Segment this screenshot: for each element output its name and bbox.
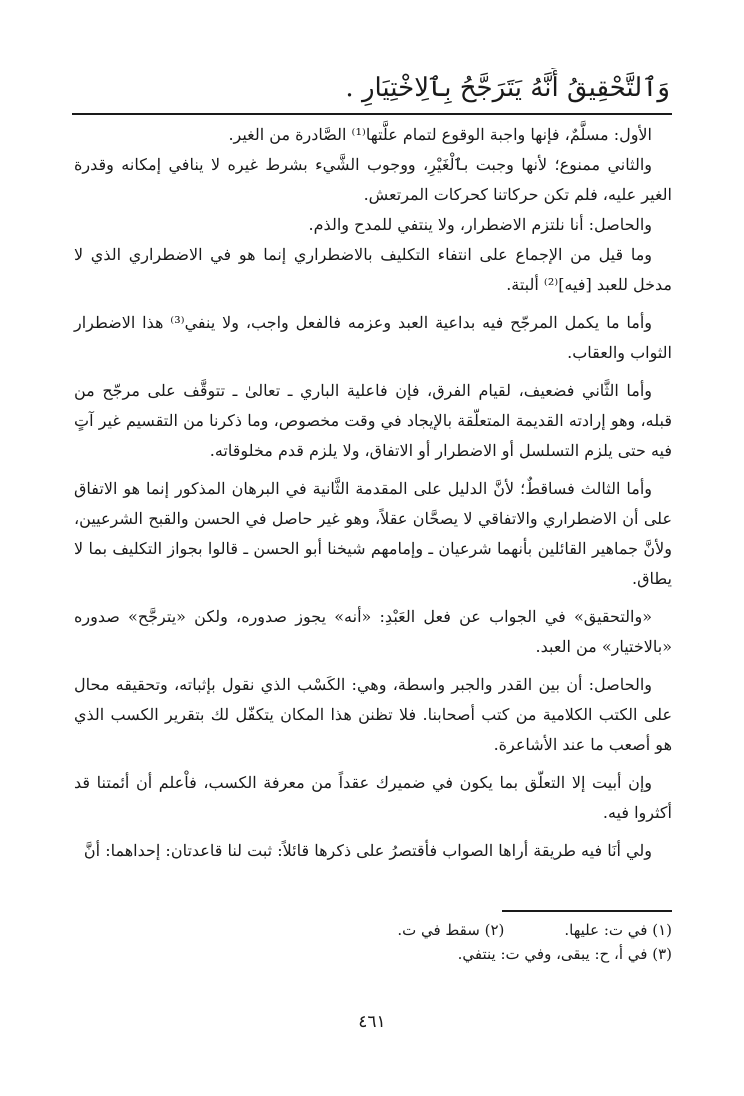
paragraph-2: والثاني ممنوع؛ لأنها وجبت بٱلْغَيْرِ، ووجوب الشَّيء بشرط غيره لا ينافي إمكانه وقدرة الغير عليه، فلم تكن حركاتنا كحركات المرتعش. bbox=[74, 155, 672, 204]
paragraph-3: والحاصل: أنا نلتزم الاضطرار، ولا ينتفي للمدح والذم. bbox=[308, 215, 652, 234]
page-number: ٤٦١ bbox=[358, 1012, 386, 1032]
paragraph-1: الأول: مسلَّمٌ، فإنها واجبة الوقوع لتمام علَّتها⁽¹⁾ الصَّادرة من الغير. bbox=[228, 125, 652, 144]
footnotes bbox=[74, 918, 672, 966]
paragraph-5: وأما ما يكمل المرجّح فيه بداعية العبد وعزمه فالفعل واجب، ولا ينفي⁽³⁾ هذا الاضطرار الثواب والعقاب. bbox=[74, 313, 672, 362]
header-rule bbox=[72, 113, 672, 115]
footnote-3: (٣) في أ، ح: يبقى، وفي ت: ينتفي. bbox=[457, 945, 672, 963]
footnote-1: (١) في ت: عليها. bbox=[564, 921, 672, 939]
running-header: وَٱلتَّحْقِيقُ أَنَّهُ يَتَرَجَّحُ بِٱلِاخْتِيَارِ . bbox=[345, 73, 670, 103]
main-text bbox=[74, 120, 672, 874]
paragraph-4: وما قيل من الإجماع على انتفاء التكليف بالاضطراري إنما هو في الاضطراري الذي لا مدخل للعبد [فيه]⁽²⁾ ألبتة. bbox=[74, 245, 672, 294]
paragraph-9: والحاصل: أن بين القدر والجبر واسطة، وهي: الكَسْب الذي نقول بإثباته، وتحقيقه محال على الكتب الكلامية من كتب أصحابنا. فلا تظنن هذا المكان يتكفّل لك بتقرير الكسب الذي هو أصعب ما عند الأشاعرة. bbox=[74, 675, 672, 754]
paragraph-11: ولي أنَا فيه طريقة أراها الصواب فأقتصرُ على ذكرها قائلاً: ثبت لنا قاعدتان: إحداهما: أنَّ bbox=[83, 841, 652, 860]
paragraph-10: وإن أبيت إلا التعلّق بما يكون في ضميرك عقداً من معرفة الكسب، فاْعلم أن أئمتنا قد أكثروا فيه. bbox=[74, 773, 672, 822]
paragraph-8: «والتحقيق» في الجواب عن فعل العَبْدِ: «أنه» يجوز صدوره، ولكن «يترجَّح» صدوره «بالاختيار» من العبد. bbox=[74, 607, 672, 656]
paragraph-6: وأما الثَّاني فضعيف، لقيام الفرق، فإن فاعلية الباري ـ تعالىٰ ـ تتوقَّف على مرجّح من قبله، وهو إرادته القديمة المتعلّقة بالإيجاد في وقت مخصوص، وما ذكرنا من التقسيم غير آتٍ فيه حتى يلزم التسلسل أو الاضطرار أو الاتفاق، ولا يلزم قدم مخلوقاته. bbox=[74, 381, 672, 460]
footnote-rule bbox=[502, 910, 672, 912]
footnote-row-1 bbox=[74, 918, 672, 942]
paragraph-7: وأما الثالث فساقطٌ؛ لأنَّ الدليل على المقدمة الثَّانية في البرهان المذكور إنما هو الاتفاق على أن الاضطراري والاتفاقي لا يصحَّان عقلاً، وهو غير حاصل في الحسن والقبح الشرعيين، ولأنَّ جماهير القائلين بأنهما شرعيان ـ وإمامهم شيخنا أبو الحسن ـ قالوا بجواز التكليف بما لا يطاق. bbox=[74, 479, 673, 588]
footnote-2: (٢) سقط في ت. bbox=[397, 921, 505, 939]
footnote-row-2 bbox=[74, 942, 672, 966]
